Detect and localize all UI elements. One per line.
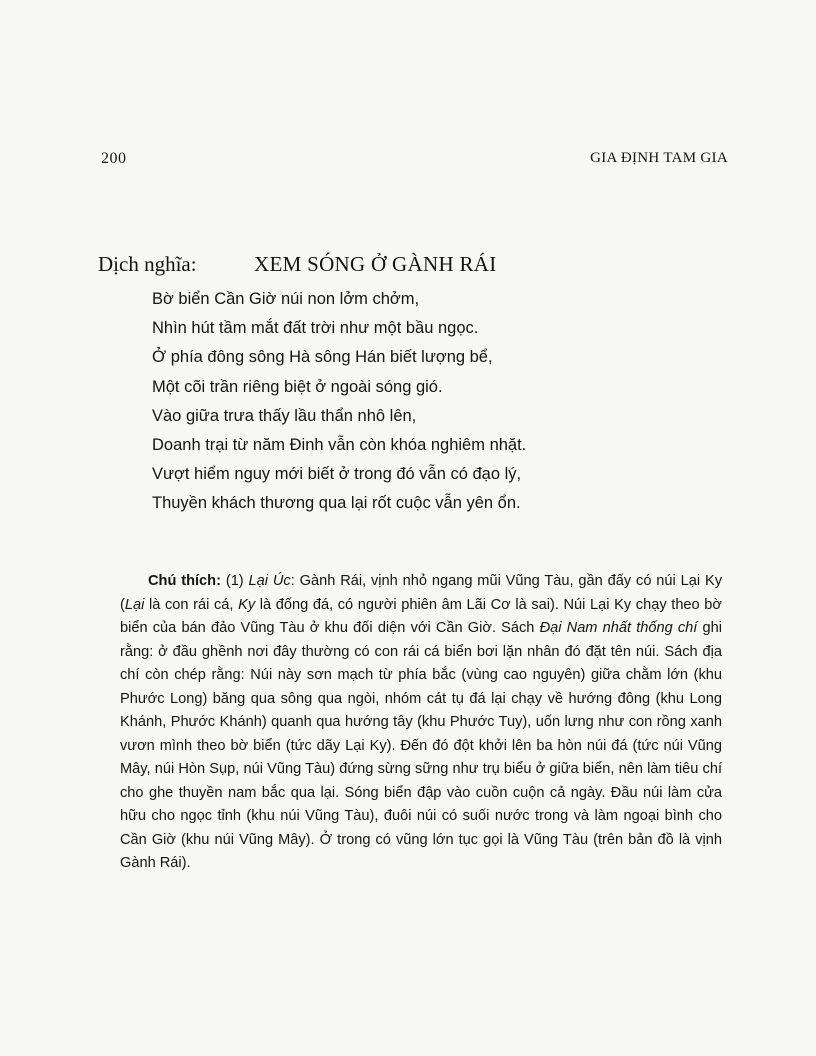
poem-line: Bờ biển Cần Giờ núi non lởm chởm, — [152, 290, 420, 308]
poem-line: Thuyền khách thương qua lại rốt cuộc vẫn yên ổn. — [152, 494, 521, 513]
poem-line: Ở phía đông sông Hà sông Hán biết lượng bể, — [152, 348, 493, 367]
poem-line: Một cõi trần riêng biệt ở ngoài sóng gió. — [152, 377, 443, 396]
poem-line: Nhìn hút tầm mắt đất trời như một bầu ngọc. — [152, 319, 479, 338]
term-lai: Lại — [124, 596, 145, 613]
translation-label: Dịch nghĩa: — [98, 252, 197, 276]
poem-heading — [98, 252, 497, 277]
term-ky: Ky — [238, 596, 256, 613]
page-number: 200 — [101, 150, 127, 167]
book-title: Đại Nam nhất thống chí — [539, 620, 698, 636]
poem-line: Vượt hiểm nguy mới biết ở trong đó vẫn có đạo lý, — [152, 465, 522, 484]
footnote-label: Chú thích: — [148, 573, 221, 589]
running-header: GIA ĐỊNH TAM GIA — [590, 150, 728, 166]
poem-body — [152, 285, 526, 519]
poem-title: XEM SÓNG Ở GÀNH RÁI — [254, 252, 497, 276]
poem-line: Vào giữa trưa thấy lầu thẩn nhô lên, — [152, 406, 417, 425]
footnote-paragraph: Chú thích: (1) Lại Úc: Gành Rái, vịnh nhỏ ngang mũi Vũng Tàu, gần đấy có núi Lại Ky (Lại là con rái cá, Ky là đống đá, có người phiên âm Lãi Cơ là sai). Núi Lại Ky chạy theo bờ biển của bán đảo Vũng Tàu ở khu đối diện với Cần Giờ. Sách Đại Nam nhất thống chí ghi rằng: ở đầu ghềnh nơi đây thường có con rái cá biển bơi lặn nhân đó đặt tên núi. Sách địa chí còn chép rằng: Núi này sơn mạch từ phía bắc (vùng cao nguyên) giữa chằm lớn (khu Phước Long) băng qua sông qua ngòi, nhóm cát tụ đá lại chạy về hướng đông (khu Long Khánh, Phước Khánh) quanh qua hướng tây (khu Phước Tuy), uốn lưng như con rồng xanh vươn mình theo bờ biển (tức dãy Lại Ky). Đến đó đột khởi lên ba hòn núi đá (tức núi Vũng Mây, núi Hòn Sụp, núi Vũng Tàu) đứng sừng sững như trụ biểu ở giữa biển, nên làm tiêu chí cho ghe thuyền nam bắc qua lại. Sóng biển đập vào cuồn cuộn cả ngày. Đầu núi làm cửa hữu cho ngọc tỉnh (khu núi Vũng Tàu), đuôi núi có suối nước trong và làm ngoại bình cho Cần Giờ (khu núi Vũng Mây). Ở trong có vũng lớn tục gọi là Vũng Tàu (trên bản đồ là vịnh Gành Rái). — [120, 573, 723, 871]
term-lai-uc: Lại Úc — [248, 573, 291, 589]
footnote — [120, 570, 722, 876]
poem-line: Doanh trại từ năm Đinh vẫn còn khóa nghiêm nhặt. — [152, 435, 527, 454]
